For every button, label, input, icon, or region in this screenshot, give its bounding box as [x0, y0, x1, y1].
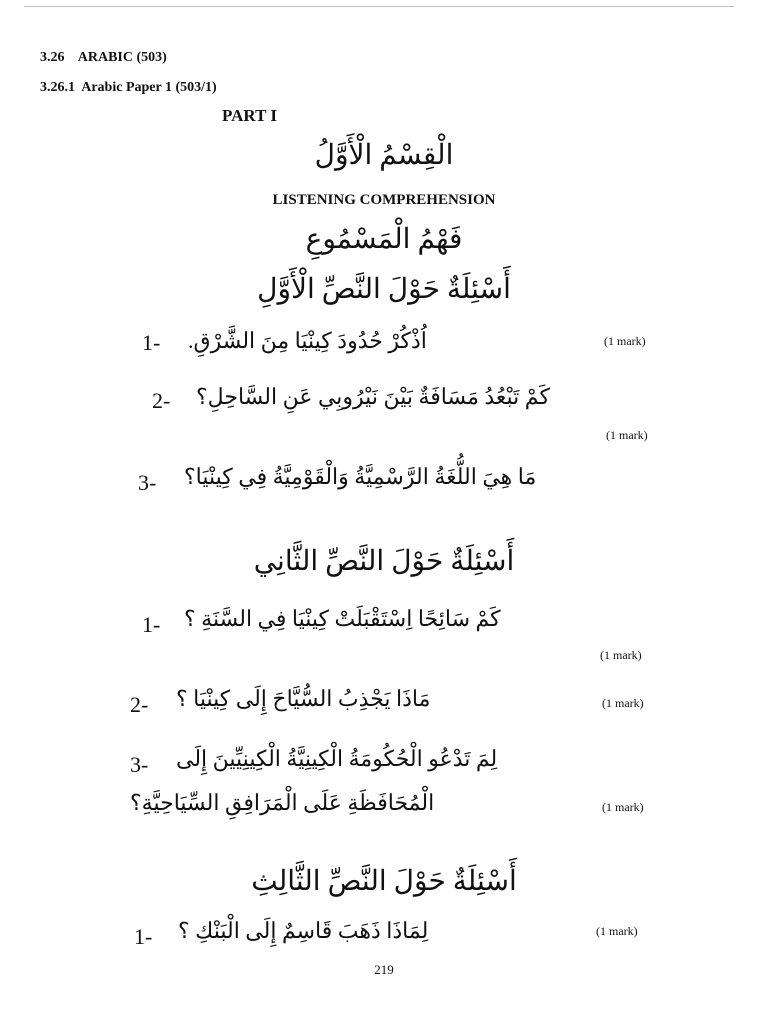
part-title-arabic: الْقِسْمُ الْأَوَّلُ: [314, 140, 454, 171]
question-mark: (1 mark): [602, 800, 644, 814]
part-label: PART I: [222, 106, 277, 125]
section-number: 3.26: [40, 50, 65, 65]
question-number: 1-: [142, 612, 161, 637]
section-1-title: أَسْئِلَةٌ حَوْلَ النَّصِّ الْأَوَّلِ: [257, 274, 511, 305]
question-text: لِمَ تَدْعُو الْحُكُومَةُ الْكِينِيَّةُ الْكِينِيِّينَ إِلَى: [176, 746, 498, 771]
subsection-heading: [40, 80, 217, 96]
section-heading: [40, 50, 167, 66]
section-2-title: أَسْئِلَةٌ حَوْلَ النَّصِّ الثَّانِي: [253, 546, 515, 577]
question-text: كَمْ سَائِحًا اِسْتَقْبَلَتْ كِينْيَا فِي السَّنَةِ ؟: [184, 606, 501, 631]
listening-heading-arabic: فَهْمُ الْمَسْمُوعِ: [305, 224, 463, 255]
section-3-title: أَسْئِلَةٌ حَوْلَ النَّصِّ الثَّالِثِ: [251, 866, 517, 897]
page-number: 219: [374, 962, 394, 977]
listening-heading: LISTENING COMPREHENSION: [272, 192, 496, 208]
question-text: مَا هِيَ اللُّغَةُ الرَّسْمِيَّةُ وَالْقَوْمِيَّةُ فِي كِينْيَا؟: [184, 464, 537, 489]
question-mark: (1 mark): [596, 924, 638, 938]
question-mark: (1 mark): [600, 648, 642, 662]
question-number: 3-: [138, 470, 157, 495]
question-text: لِمَاذَا ذَهَبَ قَاسِمٌ إِلَى الْبَنْكِ ؟: [178, 918, 429, 943]
question-number: 2-: [152, 388, 171, 413]
question-mark: (1 mark): [602, 696, 644, 710]
top-rule: [24, 6, 734, 7]
question-number: 1-: [134, 924, 153, 949]
question-mark: (1 mark): [604, 334, 646, 348]
question-number: 2-: [130, 692, 149, 717]
question-number: 3-: [130, 752, 149, 777]
question-text: مَاذَا يَجْذِبُ السُّيَّاحَ إِلَى كِينْيَا ؟: [176, 686, 431, 711]
subsection-number: 3.26.1: [40, 80, 75, 95]
section-title: ARABIC (503): [77, 50, 167, 65]
question-number: 1-: [142, 330, 161, 355]
subsection-title: Arabic Paper 1 (503/1): [81, 80, 217, 95]
question-text-continued: الْمُحَافَظَةِ عَلَى الْمَرَافِقِ السِّيَاحِيَّةِ؟: [130, 790, 435, 815]
question-text: كَمْ تَبْعُدُ مَسَافَةٌ بَيْنَ نَيْرُوبِي عَنِ السَّاحِلِ؟: [196, 384, 550, 409]
question-text: اُذْكُرْ حُدُودَ كِينْيَا مِنَ الشَّرْقِ.: [188, 328, 427, 353]
question-mark: (1 mark): [606, 428, 648, 442]
